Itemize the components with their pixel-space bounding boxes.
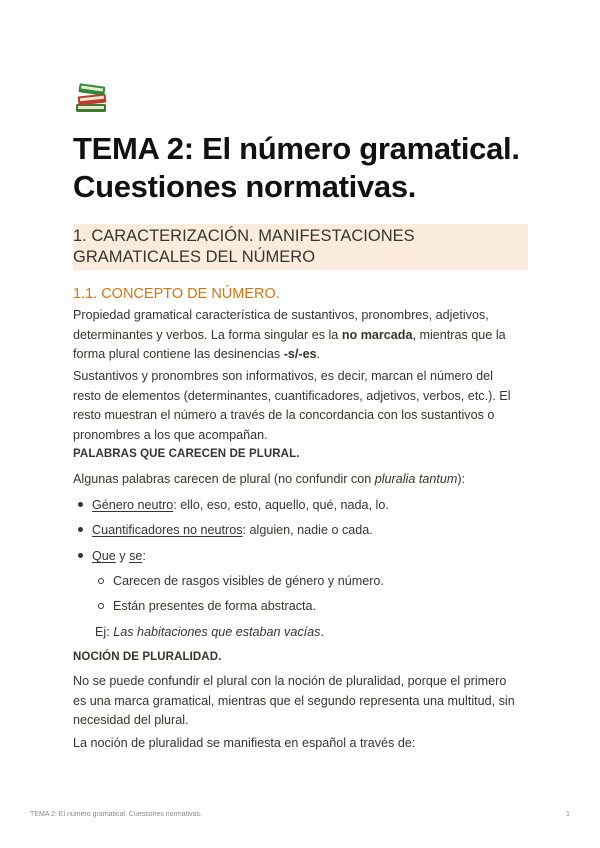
text-line: Propiedad gramatical característica de sustantivos, pronombres, adjetivos, bbox=[73, 308, 489, 322]
label-plurality: NOCIÓN DE PLURALIDAD. bbox=[73, 651, 222, 663]
list-item-text: : alguien, nadie o cada. bbox=[242, 523, 373, 537]
section-heading-text bbox=[73, 224, 528, 268]
example bbox=[95, 623, 324, 642]
list-item bbox=[78, 496, 389, 515]
text-line: No se puede confundir el plural con la noción de pluralidad, porque el primero bbox=[73, 674, 507, 688]
sub-list-item bbox=[98, 572, 384, 591]
bullet-ring bbox=[98, 603, 104, 609]
bullet-dot bbox=[78, 502, 83, 507]
sub-list-item bbox=[98, 597, 316, 616]
books-icon bbox=[73, 80, 109, 116]
paragraph-plurality bbox=[73, 672, 535, 731]
text-line: resto muestran el número a través de la concordancia con los sustantivos o bbox=[73, 408, 495, 422]
list-item-text: : ello, eso, esto, aquello, qué, nada, lo. bbox=[173, 498, 389, 512]
text-line: pronombres a los que acompañan. bbox=[73, 427, 268, 442]
underlined-term: se bbox=[129, 549, 143, 563]
example-prefix: Ej: bbox=[95, 625, 114, 639]
text-line: forma plural contiene las desinencias bbox=[73, 347, 284, 361]
section-heading-line-1: 1. CARACTERIZACIÓN. MANIFESTACIONES bbox=[73, 227, 415, 245]
text-line: ): bbox=[457, 472, 466, 486]
example-text: Las habitaciones que estaban vacías bbox=[113, 625, 321, 639]
title-line-1: TEMA 2: El número gramatical. bbox=[73, 131, 520, 166]
section-heading-1 bbox=[73, 224, 528, 270]
section-heading-line-2: GRAMATICALES DEL NÚMERO bbox=[73, 248, 316, 266]
text-line: Sustantivos y pronombres son informativos, es decir, marcan el número del bbox=[73, 369, 493, 383]
bold-term: no marcada bbox=[341, 327, 413, 342]
paragraph-manifest: La noción de pluralidad se manifiesta en español a través de: bbox=[73, 736, 416, 750]
list-item-text: : bbox=[142, 549, 146, 563]
list-item bbox=[78, 547, 146, 566]
text-line: necesidad del plural. bbox=[73, 713, 189, 727]
italic-term: pluralia tantum bbox=[374, 472, 458, 486]
example-suffix: . bbox=[320, 625, 324, 639]
sub-list-item-text: Están presentes de forma abstracta. bbox=[113, 599, 317, 613]
list-item bbox=[78, 521, 373, 540]
page-title bbox=[73, 130, 543, 206]
paragraph-concept bbox=[73, 306, 535, 365]
bold-term: -s/-es bbox=[283, 347, 317, 361]
text-line: resto de elementos (determinantes, cuantificadores, adjetivos, verbos, etc.). El bbox=[73, 388, 511, 403]
label-no-plural: PALABRAS QUE CARECEN DE PLURAL. bbox=[73, 448, 300, 460]
bullet-ring bbox=[98, 578, 104, 584]
text-line: . bbox=[316, 347, 321, 361]
paragraph-no-plural bbox=[73, 470, 535, 490]
text-line: Algunas palabras carecen de plural (no confundir con bbox=[73, 472, 375, 486]
underlined-term: Género neutro bbox=[92, 498, 174, 512]
sub-list-item-text: Carecen de rasgos visibles de género y número. bbox=[113, 574, 384, 588]
bullet-dot bbox=[78, 553, 83, 558]
underlined-term: Que bbox=[92, 549, 116, 563]
page-footer: TEMA 2: El número gramatical. Cuestiones normativas. bbox=[30, 811, 202, 818]
text-line: es una marca gramatical, mientras que el segundo representa una multitud, sin bbox=[73, 693, 515, 708]
paragraph-informative bbox=[73, 367, 535, 445]
text-line: , mientras que la bbox=[412, 327, 506, 342]
underlined-term: Cuantificadores no neutros bbox=[92, 523, 243, 537]
title-line-2: Cuestiones normativas. bbox=[73, 169, 417, 204]
bullet-dot bbox=[78, 527, 83, 532]
subsection-heading-1-1: 1.1. CONCEPTO DE NÚMERO. bbox=[73, 286, 280, 302]
text-line: determinantes y verbos. La forma singular es la bbox=[73, 327, 342, 342]
page-number: 1 bbox=[566, 811, 570, 818]
list-item-text: y bbox=[115, 549, 130, 563]
